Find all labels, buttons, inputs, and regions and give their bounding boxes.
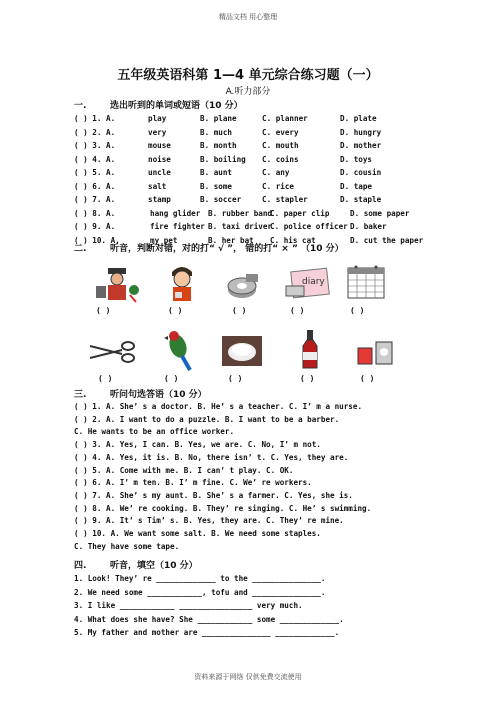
question-row: C. He wants to be an office worker. <box>74 427 235 437</box>
question-row: ( ) 3. A. Yes, I can. B. Yes, we are. C. No, I’ m not. <box>74 440 321 450</box>
option-c: C. police officer <box>270 222 348 231</box>
section-2-number: 二. <box>74 244 87 254</box>
option-c: C. every <box>262 127 299 137</box>
option-d: D. baker <box>350 222 387 231</box>
food-picture <box>356 334 396 370</box>
rice-picture <box>220 334 264 368</box>
answer-blank[interactable]: ( ) <box>232 306 247 315</box>
question-number[interactable]: ( ) 6. A. <box>74 181 116 191</box>
option-b: B. taxi driver <box>208 222 273 231</box>
question-row: ( ) 2. A. I want to do a puzzle. B. I want to be a barber. <box>74 414 340 424</box>
fill-blank-row[interactable]: 4. What does she have? She ____________ some _____________. <box>74 614 344 624</box>
option-a: very <box>148 127 167 137</box>
option-c: C. mouth <box>262 141 299 150</box>
option-c: C. stapler <box>262 195 308 204</box>
option-c: C. planner <box>262 114 308 123</box>
question-row: ( ) 1. A. She’ s a doctor. B. He’ s a teacher. C. I’ m a nurse. <box>74 402 363 411</box>
boy-picture <box>162 262 202 304</box>
option-b: B. soccer <box>200 195 242 204</box>
page-header: 精品文档 用心整理 <box>218 13 278 21</box>
option-d: D. cousin <box>340 168 382 177</box>
option-a: stamp <box>148 195 171 204</box>
bottle-picture <box>298 328 322 372</box>
tape-picture <box>224 264 264 304</box>
question-row: ( ) 10. A. We want some salt. B. We need some staples. <box>74 529 321 538</box>
option-d: D. some paper <box>350 208 410 218</box>
question-number[interactable]: ( ) 4. A. <box>74 154 116 164</box>
section-2-heading: 听音，判断对错，对的打“ √ ”， 错的打“ × ” （10 分） <box>110 244 344 254</box>
question-row: C. They have some tape. <box>74 541 180 551</box>
question-row: ( ) 5. A. Come with me. B. I can’ t play. C. OK. <box>74 465 294 475</box>
option-a: salt <box>148 181 167 191</box>
option-c: C. rice <box>262 181 295 191</box>
answer-blank[interactable]: ( ) <box>290 306 305 315</box>
section-3-number: 三. <box>74 390 87 400</box>
option-b: B. rubber band <box>208 208 273 218</box>
option-b: B. month <box>200 141 237 150</box>
option-d: D. toys <box>340 154 373 164</box>
question-number[interactable]: ( ) 9. A. <box>74 222 116 231</box>
diary-label: diary <box>302 277 325 287</box>
calendar-picture <box>346 262 386 302</box>
question-number[interactable]: ( ) 3. A. <box>74 141 116 150</box>
part-a-heading: A.听力部分 <box>225 87 271 97</box>
parrot-picture <box>162 328 196 372</box>
answer-blank[interactable]: ( ) <box>96 306 111 315</box>
option-c: C. any <box>262 168 290 177</box>
question-row: ( ) 8. A. We’ re cooking. B. They’ re singing. C. He’ s swimming. <box>74 503 372 513</box>
question-row: ( ) 6. A. I’ m ten. B. I’ m fine. C. We’ re workers. <box>74 478 312 488</box>
diary-picture <box>282 266 332 302</box>
question-number[interactable]: ( ) 2. A. <box>74 127 116 137</box>
option-a: play <box>148 114 167 123</box>
section-1-heading: 选出听到的单词或短语（10 分） <box>110 101 243 111</box>
option-a: mouse <box>148 141 171 150</box>
section-3-heading: 听问句选答语（10 分） <box>110 390 207 400</box>
answer-blank[interactable]: ( ) <box>164 374 179 383</box>
option-c: C. his cat <box>270 235 316 245</box>
option-d: D. hungry <box>340 127 382 137</box>
answer-blank[interactable]: ( ) <box>360 374 375 383</box>
option-d: D. cut the paper <box>350 235 424 245</box>
question-row: ( ) 4. A. Yes, it is. B. No, there isn’ t. C. Yes, they are. <box>74 452 349 462</box>
option-d: D. staple <box>340 195 382 204</box>
man-with-parrot-picture <box>90 262 145 304</box>
option-a: hang glider <box>150 208 201 218</box>
option-b: B. some <box>200 181 233 191</box>
answer-blank[interactable]: ( ) <box>168 306 183 315</box>
question-number[interactable]: ( ) 1. A. <box>74 114 116 123</box>
option-b: B. aunt <box>200 168 233 177</box>
fill-blank-row[interactable]: 2. We need some ____________, tofu and _______________. <box>74 587 326 597</box>
question-number[interactable]: ( ) 8. A. <box>74 208 116 218</box>
page-footer: 资料来源于网络 仅供免费交流使用 <box>194 673 302 681</box>
option-a: noise <box>148 154 171 164</box>
option-c: C. coins <box>262 154 299 164</box>
option-a: my pet <box>150 235 178 245</box>
option-d: D. mother <box>340 141 382 150</box>
option-b: B. boiling <box>200 154 246 164</box>
answer-blank[interactable]: ( ) <box>228 374 243 383</box>
option-b: B. plane <box>200 114 237 123</box>
question-number[interactable]: ( ) 7. A. <box>74 195 116 204</box>
scissors-picture <box>88 336 140 366</box>
question-row: ( ) 7. A. She’ s my aunt. B. She’ s a farmer. C. Yes, she is. <box>74 490 353 500</box>
option-a: fire fighter <box>150 222 205 231</box>
option-c: C. paper clip <box>270 208 330 218</box>
fill-blank-row[interactable]: 1. Look! They’ re _____________ to the _______________. <box>74 574 326 583</box>
page-title: 五年级英语科第 1—4 单元综合练习题（一） <box>117 68 379 83</box>
option-b: B. her bat <box>208 235 254 245</box>
section-4-heading: 听音，填空（10 分） <box>110 561 198 571</box>
answer-blank[interactable]: ( ) <box>300 374 315 383</box>
question-number[interactable]: ( ) 5. A. <box>74 168 116 177</box>
fill-blank-row[interactable]: 5. My father and mother are _______________ _____________. <box>74 628 340 637</box>
question-row: ( ) 9. A. It’ s Tim’ s. B. Yes, they are. C. They’ re mine. <box>74 516 344 526</box>
option-d: D. tape <box>340 181 373 191</box>
question-number[interactable]: ( ) 10. A. <box>74 235 120 245</box>
section-4-number: 四. <box>74 561 87 571</box>
option-b: B. much <box>200 127 233 137</box>
option-a: uncle <box>148 168 171 177</box>
section-1-number: 一. <box>74 101 87 111</box>
option-d: D. plate <box>340 114 377 123</box>
answer-blank[interactable]: ( ) <box>350 306 365 315</box>
fill-blank-row[interactable]: 3. I like ____________ ________________ very much. <box>74 601 303 610</box>
answer-blank[interactable]: ( ) <box>98 374 113 383</box>
